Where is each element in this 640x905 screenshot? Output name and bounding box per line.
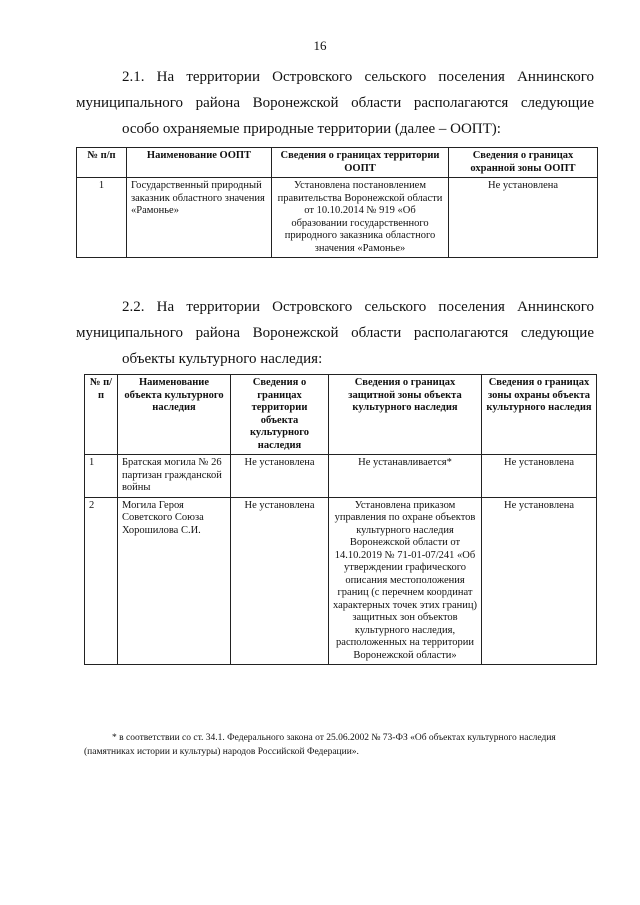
col-header-name: Наименование объекта культурного наследия bbox=[118, 375, 231, 455]
section-1-line-2: муниципального района Воронежской области располагаются следующие bbox=[76, 95, 594, 111]
cell-name: Могила Героя Советского Союза Хорошилова С.И. bbox=[118, 497, 231, 665]
col-header-protection-zone: Сведения о границах охранной зоны ООПТ bbox=[449, 148, 598, 178]
cell-num: 1 bbox=[85, 455, 118, 498]
cell-protective-zone: Установлена приказом управления по охране объектов культурного наследия Воронежской области от 14.10.2019 № 71-01-07/241 «Об утверждении графического описания местоположения границ (с перечнем координат характерных точек этих границ) защитных зон объектов культурного наследия, расположенных на территории Воронежской области» bbox=[329, 497, 482, 665]
cell-protection-zone: Не установлена bbox=[482, 497, 597, 665]
cell-num: 1 bbox=[77, 178, 127, 258]
heritage-table-header bbox=[85, 375, 597, 455]
col-header-territory: Сведения о границах территории объекта культурного наследия bbox=[231, 375, 329, 455]
section-1-line-1: 2.1. На территории Островского сельского поселения Аннинского bbox=[122, 69, 594, 85]
cell-territory: Не установлена bbox=[231, 455, 329, 498]
table-row bbox=[85, 497, 597, 665]
cell-protection-zone: Не установлена bbox=[449, 178, 598, 258]
col-header-num: № п/п bbox=[85, 375, 118, 455]
cell-protective-zone: Не устанавливается* bbox=[329, 455, 482, 498]
oopt-table bbox=[76, 147, 598, 258]
col-header-name: Наименование ООПТ bbox=[127, 148, 272, 178]
cell-name: Братская могила № 26 партизан гражданской войны bbox=[118, 455, 231, 498]
section-2-line-1: 2.2. На территории Островского сельского поселения Аннинского bbox=[122, 299, 594, 315]
table-row bbox=[85, 455, 597, 498]
section-2-line-2: муниципального района Воронежской области располагаются следующие bbox=[76, 325, 594, 341]
cell-name: Государственный природный заказник областного значения «Рамонье» bbox=[127, 178, 272, 258]
cell-territory: Не установлена bbox=[231, 497, 329, 665]
cell-protection-zone: Не установлена bbox=[482, 455, 597, 498]
table-row bbox=[77, 178, 598, 258]
section-2-intro bbox=[76, 294, 594, 372]
footnote: * в соответствии со ст. 34.1. Федерального закона от 25.06.2002 № 73-ФЗ «Об объектах культурного наследия (памятниках истории и культуры) народов Российской Федерации». bbox=[84, 733, 556, 757]
section-1-line-3: особо охраняемые природные территории (далее – ООПТ): bbox=[122, 121, 501, 137]
col-header-protective-zone: Сведения о границах защитной зоны объекта культурного наследия bbox=[329, 375, 482, 455]
cell-bounds: Установлена постановлением правительства Воронежской области от 10.10.2014 № 919 «Об образовании государственного природного заказника областного значения «Рамонье» bbox=[272, 178, 449, 258]
col-header-num: № п/п bbox=[77, 148, 127, 178]
col-header-protection-zone: Сведения о границах зоны охраны объекта культурного наследия bbox=[482, 375, 597, 455]
oopt-table-header bbox=[77, 148, 598, 178]
cell-num: 2 bbox=[85, 497, 118, 665]
col-header-territory: Сведения о границах территории ООПТ bbox=[272, 148, 449, 178]
page-number: 16 bbox=[313, 38, 327, 53]
section-1-intro bbox=[76, 64, 594, 142]
section-2-line-3: объекты культурного наследия: bbox=[122, 351, 323, 367]
heritage-table bbox=[84, 374, 597, 665]
